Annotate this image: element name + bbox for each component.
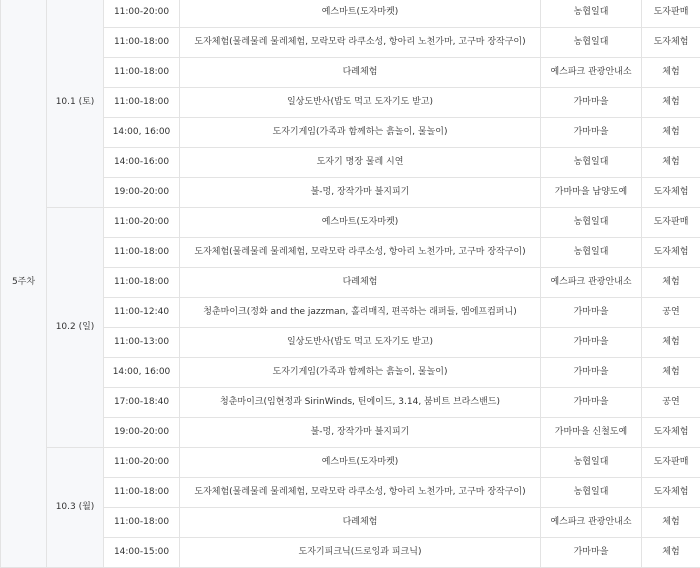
program-cell: 다례체험: [180, 58, 541, 88]
place-cell: 농협일대: [541, 448, 642, 478]
program-cell: 예스마트(도자마켓): [180, 208, 541, 238]
table-row: [1, 478, 700, 508]
type-cell: 체험: [642, 268, 700, 298]
table-row: [1, 448, 700, 478]
place-cell: 가마마을: [541, 538, 642, 568]
program-cell: 일상도반사(밥도 먹고 도자기도 받고): [180, 328, 541, 358]
type-cell: 체험: [642, 508, 700, 538]
table-row: [1, 28, 700, 58]
day-date: 10.3 (월): [47, 448, 104, 568]
place-cell: 예스파크 관광안내소: [541, 508, 642, 538]
program-cell: 다례체험: [180, 508, 541, 538]
table-row: [1, 148, 700, 178]
program-cell: 다례체험: [180, 268, 541, 298]
type-cell: 체험: [642, 118, 700, 148]
time-cell: 14:00, 16:00: [104, 118, 180, 148]
schedule-body: [1, 0, 700, 568]
place-cell: 가마마을: [541, 328, 642, 358]
table-row: [1, 238, 700, 268]
type-cell: 도자판매: [642, 208, 700, 238]
time-cell: 11:00-18:00: [104, 478, 180, 508]
table-row: [1, 508, 700, 538]
table-row: [1, 0, 700, 28]
type-cell: 도자체험: [642, 238, 700, 268]
time-cell: 11:00-20:00: [104, 0, 180, 28]
type-cell: 체험: [642, 538, 700, 568]
time-cell: 11:00-20:00: [104, 448, 180, 478]
program-cell: 예스마트(도자마켓): [180, 448, 541, 478]
time-cell: 11:00-18:00: [104, 58, 180, 88]
program-cell: 도자체험(물레물레 물레체험, 모락모락 라쿠소성, 항아리 노천가마, 고구마 장작구이): [180, 478, 541, 508]
program-cell: 도자체험(물레물레 물레체험, 모락모락 라쿠소성, 항아리 노천가마, 고구마 장작구이): [180, 28, 541, 58]
time-cell: 17:00-18:40: [104, 388, 180, 418]
program-cell: 도자기게임(가족과 함께하는 흙놀이, 물놀이): [180, 118, 541, 148]
place-cell: 가마마을: [541, 298, 642, 328]
type-cell: 도자체험: [642, 178, 700, 208]
place-cell: 가마마을: [541, 88, 642, 118]
type-cell: 도자체험: [642, 28, 700, 58]
program-cell: 도자체험(물레물레 물레체험, 모락모락 라쿠소성, 항아리 노천가마, 고구마 장작구이): [180, 238, 541, 268]
time-cell: 11:00-12:40: [104, 298, 180, 328]
program-cell: 청춘마이크(정화 and the jazzman, 홀리매직, 편곡하는 래퍼들, 엠에프컴퍼니): [180, 298, 541, 328]
time-cell: 11:00-18:00: [104, 238, 180, 268]
day-date: 10.1 (토): [47, 0, 104, 208]
time-cell: 11:00-20:00: [104, 208, 180, 238]
table-row: [1, 358, 700, 388]
type-cell: 체험: [642, 88, 700, 118]
table-row: [1, 88, 700, 118]
type-cell: 체험: [642, 358, 700, 388]
table-row: [1, 388, 700, 418]
time-cell: 14:00-15:00: [104, 538, 180, 568]
place-cell: 가마마을 남양도예: [541, 178, 642, 208]
place-cell: 농협일대: [541, 0, 642, 28]
table-row: [1, 538, 700, 568]
time-cell: 19:00-20:00: [104, 418, 180, 448]
program-cell: 청춘마이크(임현정과 SirinWinds, 틴에이드, 3.14, 붐비트 브라스밴드): [180, 388, 541, 418]
type-cell: 체험: [642, 58, 700, 88]
place-cell: 가마마을: [541, 388, 642, 418]
table-row: [1, 58, 700, 88]
time-cell: 11:00-18:00: [104, 508, 180, 538]
table-row: [1, 328, 700, 358]
type-cell: 공연: [642, 298, 700, 328]
place-cell: 가마마을 신철도예: [541, 418, 642, 448]
table-row: [1, 298, 700, 328]
type-cell: 도자체험: [642, 418, 700, 448]
program-cell: 일상도반사(밥도 먹고 도자기도 받고): [180, 88, 541, 118]
type-cell: 도자체험: [642, 478, 700, 508]
type-cell: 공연: [642, 388, 700, 418]
place-cell: 농협일대: [541, 148, 642, 178]
time-cell: 11:00-18:00: [104, 268, 180, 298]
week-label: 5주차: [1, 0, 47, 568]
time-cell: 11:00-18:00: [104, 88, 180, 118]
place-cell: 가마마을: [541, 358, 642, 388]
place-cell: 예스파크 관광안내소: [541, 58, 642, 88]
type-cell: 도자판매: [642, 0, 700, 28]
time-cell: 11:00-18:00: [104, 28, 180, 58]
time-cell: 19:00-20:00: [104, 178, 180, 208]
program-cell: 도자기게임(가족과 함께하는 흙놀이, 물놀이): [180, 358, 541, 388]
program-cell: 불-멍, 장작가마 불지피기: [180, 178, 541, 208]
day-date: 10.2 (일): [47, 208, 104, 448]
program-cell: 예스마트(도자마켓): [180, 0, 541, 28]
type-cell: 체험: [642, 328, 700, 358]
table-row: [1, 178, 700, 208]
time-cell: 14:00-16:00: [104, 148, 180, 178]
place-cell: 가마마을: [541, 118, 642, 148]
table-row: [1, 208, 700, 238]
table-row: [1, 118, 700, 148]
table-row: [1, 268, 700, 298]
type-cell: 체험: [642, 148, 700, 178]
program-cell: 도자기피크닉(드로잉과 피크닉): [180, 538, 541, 568]
place-cell: 농협일대: [541, 478, 642, 508]
time-cell: 14:00, 16:00: [104, 358, 180, 388]
table-row: [1, 418, 700, 448]
place-cell: 농협일대: [541, 208, 642, 238]
place-cell: 농협일대: [541, 238, 642, 268]
program-cell: 도자기 명장 물레 시연: [180, 148, 541, 178]
place-cell: 예스파크 관광안내소: [541, 268, 642, 298]
program-cell: 불-멍, 장작가마 불지피기: [180, 418, 541, 448]
time-cell: 11:00-13:00: [104, 328, 180, 358]
place-cell: 농협일대: [541, 28, 642, 58]
type-cell: 도자판매: [642, 448, 700, 478]
